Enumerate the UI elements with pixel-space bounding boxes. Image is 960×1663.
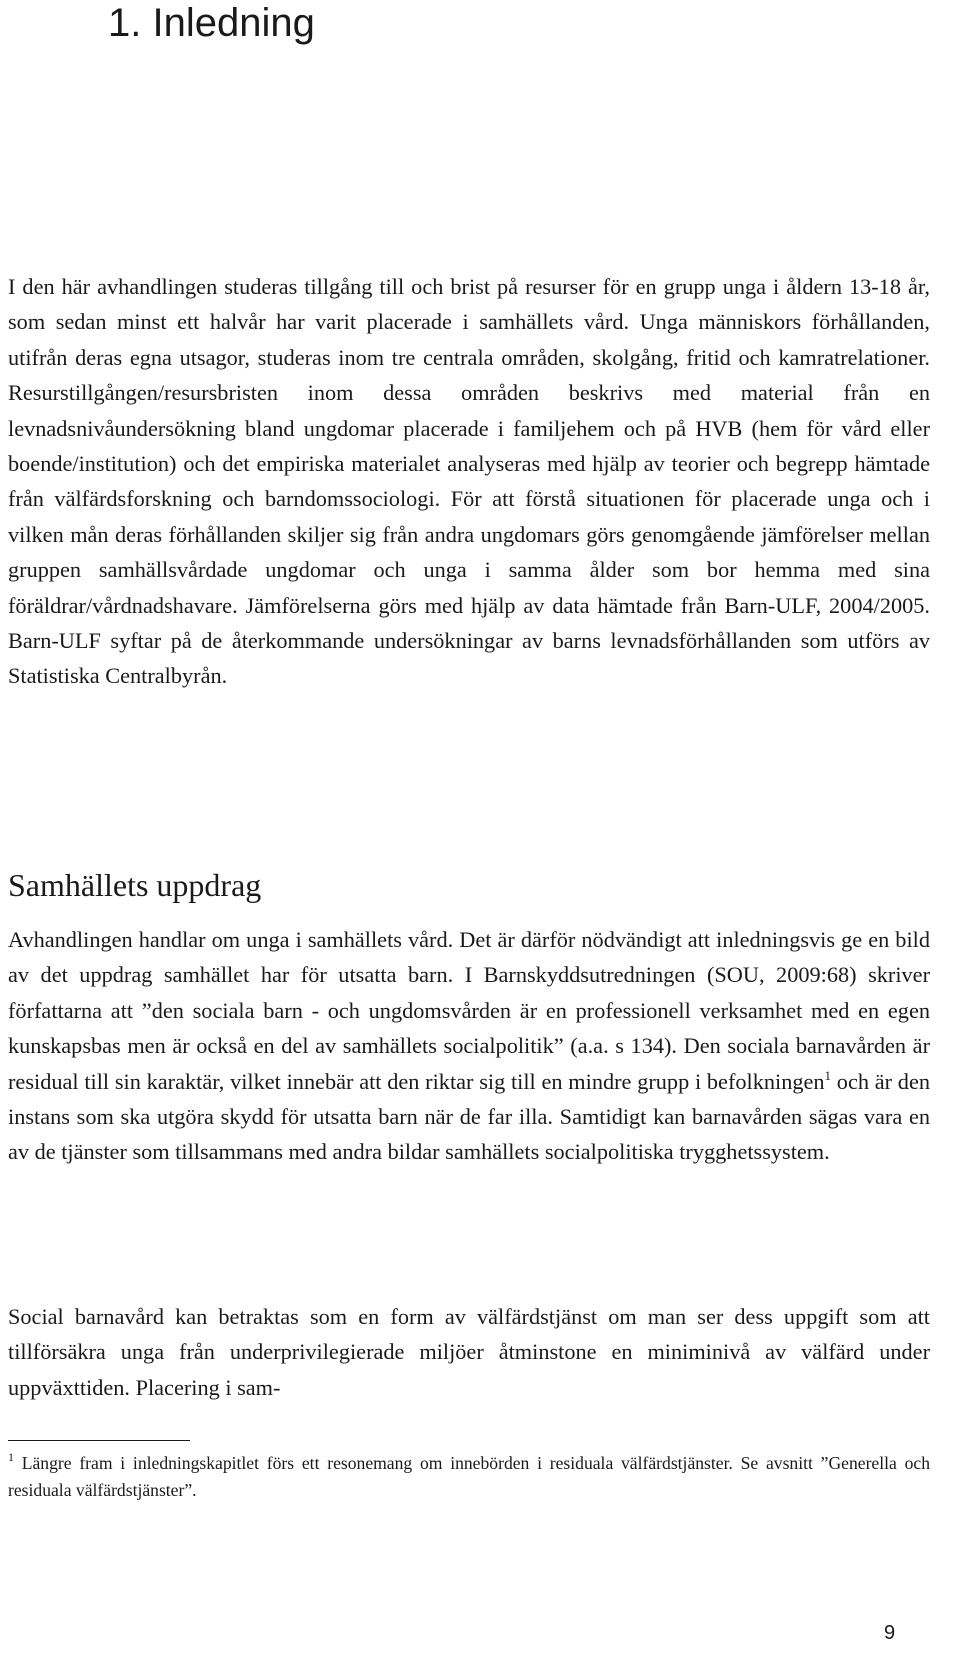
section-paragraph-2: Social barnavård kan betraktas som en form av välfärdstjänst om man ser dess uppgift som att tillförsäkra unga från underprivilegierade miljöer åtminstone en miniminivå av välfärd under uppväxttiden. Placering i sam- [8,1304,930,1400]
intro-paragraph: I den här avhandlingen studeras tillgång till och brist på resurser för en grupp unga i åldern 13-18 år, som sedan minst ett halvår har varit placerade i samhällets vård. Unga människors förhållanden, utifrån deras egna utsagor, studeras inom tre centrala områden, skolgång, fritid och kamratrelationer. Resurstillgången/resursbristen inom dessa områden beskrivs med material från en levnadsnivåundersökning bland ungdomar placerade i familjehem och på HVB (hem för vård eller boende/institution) och det empiriska materialet analyseras med hjälp av teorier och begrepp hämtade från välfärdsforskning och barndomssociologi. För att förstå situationen för placerade unga och i vilken mån deras förhållanden skiljer sig från andra ungdomars görs genomgående jämförelser mellan gruppen samhällsvårdade ungdomar och unga i samma ålder som bor hemma med sina föräldrar/vårdnadshavare. Jämförelserna görs med hjälp av data hämtade från Barn-ULF, 2004/2005. Barn-ULF syftar på de återkommande undersökningar av barns levnadsförhållanden som utförs av Statistiska Centralbyrån. [8,274,930,689]
section-heading: Samhällets uppdrag [8,867,262,903]
footnote-marker: 1 [8,1450,14,1464]
footnote-text: Längre fram i inledningskapitlet förs ett resonemang om innebörden i residuala välfärdstjänster. Se avsnitt ”Generella och residuala välfärdstjänster”. [8,1453,930,1500]
page-number: 9 [884,1622,896,1644]
section-paragraph-1 [8,922,930,1170]
footnote [8,1450,930,1504]
footnote-reference: 1 [824,1067,832,1083]
chapter-title: 1. Inledning [108,1,315,45]
section-paragraph-1-text-b: och är den instans som ska utgöra skydd för utsatta barn när de far illa. Samtidigt kan barnavården sägas vara en av de tjänster som tillsammans med andra bildar samhällets socialpolitiska trygghetssystem. [8,1068,930,1165]
section-paragraph-1-text-a: Avhandlingen handlar om unga i samhällets vård. Det är därför nödvändigt att inledningsvis ge en bild av det uppdrag samhället har för utsatta barn. I Barnskyddsutredningen (SOU, 2009:68) skriver författarna att ”den sociala barn - och ungdomsvården är en professionell verksamhet med en egen kunskapsbas men är också en del av samhällets socialpolitik” (a.a. s 134). Den sociala barnavården är residual till sin karaktär, vilket innebär att den riktar sig till en mindre grupp i befolkningen [8,927,930,1094]
footnote-separator [8,1440,190,1441]
